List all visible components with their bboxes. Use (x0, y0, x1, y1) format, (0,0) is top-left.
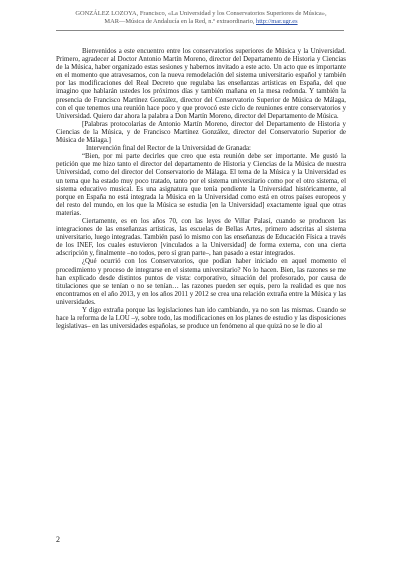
header-divider (56, 30, 344, 31)
paragraph-rector-heading: Intervención final del Rector de la Universidad de Granada: (86, 145, 251, 153)
body-text (56, 48, 346, 331)
paragraph-intro: Bienvenidos a este encuentro entre los conservatorios superiores de Música y la Universidad. Primero, agradecer al Doctor Antonio Martín Moreno, director del Departamento de Historia y Ciencias de la Música, haber organizado estas sesiones y habernos invitado a este acto. Un acto que es importante en el momento que atravesamos, con la nueva remodelación del sistema universitario español y también por las modificaciones del Real Decreto que regulaba las enseñanzas artísticas en España, del que imagino que hablarán ustedes los próximos días y también mañana en la mesa redonda. Y también la presencia de Francisco Martínez González, director del Conservatorio Superior de Música de Málaga, con el que tenemos una reunión hace poco y que provocó este ciclo de reuniones entre conservatorios y Universidad. Quiero dar ahora la palabra a Don Martín Moreno, director del Departamento de Música. (56, 48, 346, 120)
page-number: 2 (56, 535, 60, 544)
header-citation: GONZÁLEZ LOZOYA, Francisco, «La Universidad y los Conservatorios Superiores de Música», (75, 10, 327, 17)
paragraph-rector-2: Ciertamente, es en los años 70, con las leyes de Villar Palasí, cuando se producen las integraciones de las enseñanzas artísticas, las escuelas de Bellas Artes, primero adscritas al sistema universitario, luego integradas. También pasó lo mismo con las enseñanzas de Educación Física a través de los INEF, los cuales estuvieron [vinculados a la Universidad] de forma externa, con una cierta adscripción y, finalmente –no todos, pero sí gran parte–, han pasado a estar integrados. (56, 217, 346, 258)
paragraph-protocol-note: [Palabras protocolarias de Antonio Martín Moreno, director del Departamento de Historia y Ciencias de la Música, y de Francisco Martínez González, director del Conservatorio Superior de Música de Málaga.] (56, 120, 346, 145)
header-journal-text: MAR—Música de Andalucía en la Red, n.º extraordinario, (104, 18, 257, 25)
paragraph-rector-3: ¿Qué ocurrió con los Conservatorios, que podían haber iniciado en aquel momento el procedimiento y proceso de integrarse en el sistema universitario? No lo hacen. Bien, las razones se me han explicado desde distintos puntos de vista: corporativo, situación del profesorado, por causa de titulaciones que se tenían o no se tenían… las razones pueden ser equis, pero la realidad es que nos encontramos en el año 2013, y en los años 2011 y 2012 se crea una relación extraña entre la Música y las universidades. (56, 258, 346, 306)
running-header (56, 10, 346, 26)
journal-link[interactable]: http://mar.ugr.es (256, 18, 298, 25)
paragraph-rector-4: Y digo extraña porque las legislaciones han ido cambiando, ya no son las mismas. Cuando se hace la reforma de la LOU –y, sobre todo, las modificaciones en los planes de estudio y las disposiciones legislativas– en las universidades españolas, se produce un fenómeno al que quizá no se le dio al (56, 307, 346, 331)
header-journal (56, 18, 346, 26)
paragraph-rector-1: “Bien, por mi parte decirles que creo que esta reunión debe ser importante. Me gustó la petición que me hizo tanto el director del departamento de Historia y Ciencias de la Música de nuestra Universidad, como del director del Conservatorio de Málaga. El tema de la Música y la Universidad es un tema que ha estado muy poco tratado, tanto por el sistema universitario como por el otro sistema, el sistema educativo musical. Es una asignatura que tenía pendiente la Universidad históricamente, al porque en España no está integrada la Música en la Universidad como está en otros países europeos y del resto del mundo, en los que la Música se estudia [en la Universidad] exactamente igual que otras materias. (56, 153, 346, 217)
